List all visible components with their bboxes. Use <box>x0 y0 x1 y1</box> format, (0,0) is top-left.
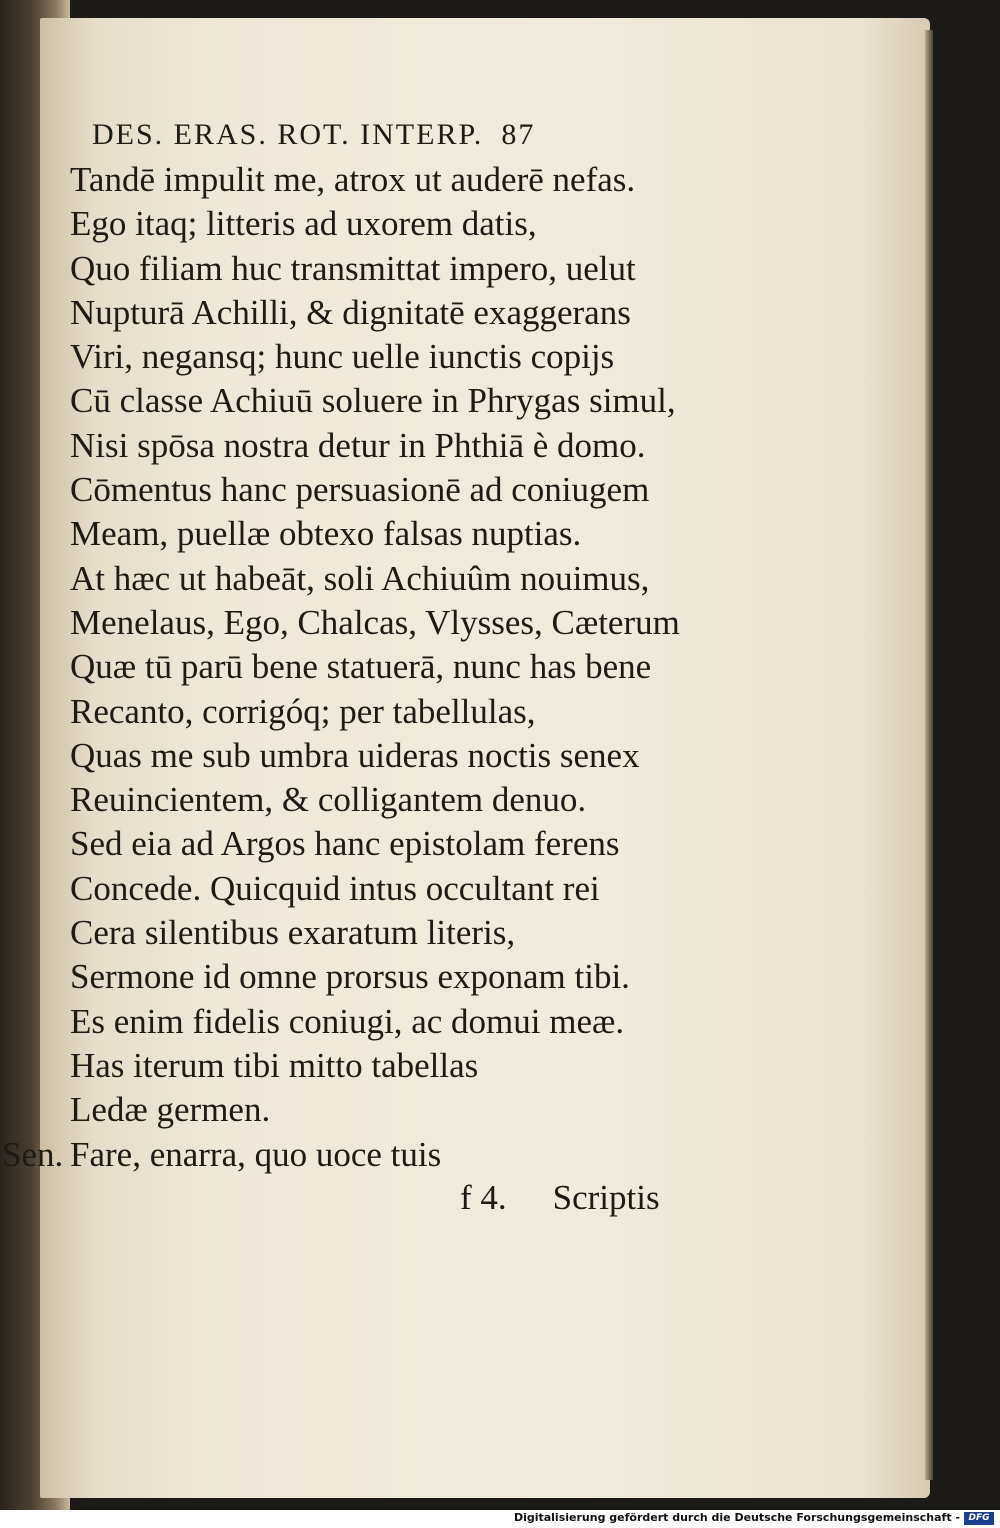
dfg-logo-icon: DFG <box>964 1512 994 1525</box>
verse-line: Cera silentibus exaratum literis, <box>70 913 516 953</box>
verse-line: Concede. Quicquid intus occultant rei <box>70 868 600 908</box>
verse-line: Quas me sub umbra uideras noctis senex <box>70 735 640 775</box>
footer-credit: Digitalisierung gefördert durch die Deutsche Forschungsgemeinschaft - <box>513 1511 960 1524</box>
verse-line: Nisi spōsa nostra detur in Phthiā è domo. <box>70 425 646 465</box>
verse-line: Cōmentus hanc persuasionē ad coniugem <box>70 470 650 510</box>
verse-line: Ledæ germen. <box>70 1090 271 1130</box>
running-head <box>70 112 710 158</box>
speaker-label: Sen. <box>2 1134 64 1174</box>
signature-mark: f 4. <box>460 1178 507 1217</box>
verse-line: Tandē impulit me, atrox ut auderē nefas. <box>70 160 636 199</box>
page-text <box>2 112 710 1177</box>
signature-row <box>460 1178 660 1218</box>
verse-line: Cū classe Achiuū soluere in Phrygas simul, <box>70 381 676 421</box>
verse-line: Has iterum tibi mitto tabellas <box>70 1045 479 1085</box>
folio-number: 87 <box>501 118 536 151</box>
catchword: Scriptis <box>552 1178 660 1217</box>
verse-line: Viri, negansq; hunc uelle iunctis copijs <box>70 337 615 377</box>
verse-line: Es enim fidelis coniugi, ac domui meæ. <box>70 1001 625 1041</box>
verse-line: Menelaus, Ego, Chalcas, Vlysses, Cæterum <box>70 602 680 642</box>
verse-line: Sed eia ad Argos hanc epistolam ferens <box>70 824 620 864</box>
verse-line: Recanto, corrigóq; per tabellulas, <box>70 691 536 731</box>
verse-line: Reuincientem, & colligantem denuo. <box>70 780 587 820</box>
verse-line: Ego itaq; litteris ad uxorem datis, <box>70 204 537 244</box>
running-head-title: DES. ERAS. ROT. INTERP. <box>92 118 484 151</box>
verse-line: Quo filiam huc transmittat impero, uelut <box>70 248 636 288</box>
verse-line: Fare, enarra, quo uoce tuis <box>70 1134 442 1174</box>
speaker-line-row <box>2 1133 710 1177</box>
verse-line: Nupturā Achilli, & dignitatē exaggerans <box>70 292 631 332</box>
verse-line: Meam, puellæ obtexo falsas nuptias. <box>70 514 582 554</box>
verse-line: Sermone id omne prorsus exponam tibi. <box>70 957 630 997</box>
verse-line: Quæ tū parū bene statuerā, nunc has bene <box>70 647 652 687</box>
footer-bar <box>0 1510 1000 1528</box>
page-edge-shadow <box>925 30 933 1480</box>
verse-line: At hæc ut habeāt, soli Achiuûm nouimus, <box>70 558 650 598</box>
